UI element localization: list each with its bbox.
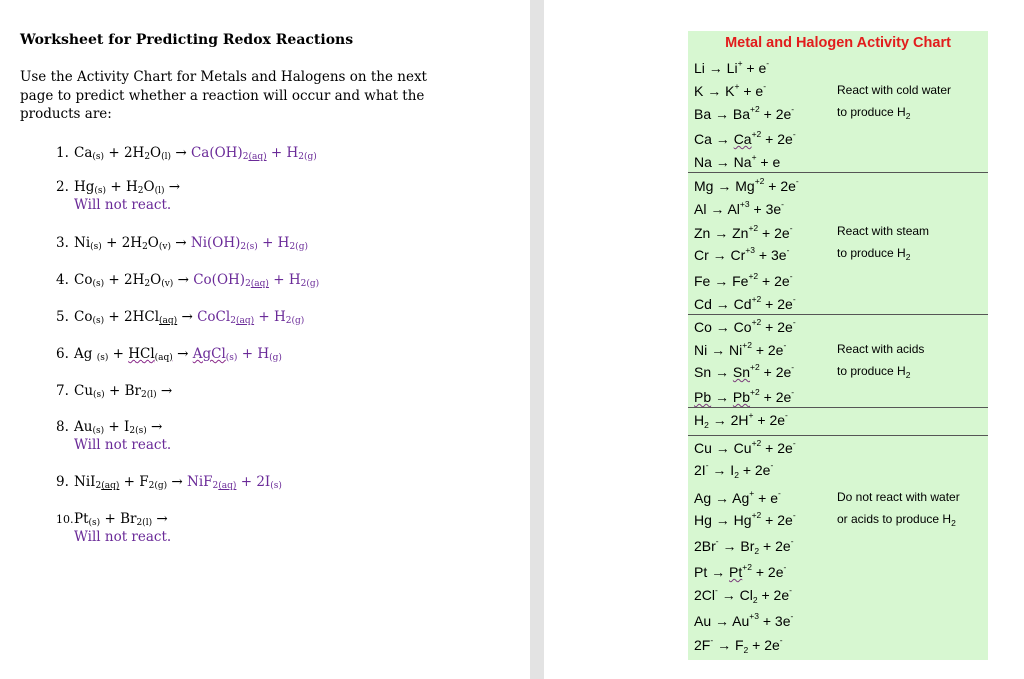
instruction-line-2: page to predict whether a reaction will occur and what the [20, 88, 425, 104]
question-6: 6. Ag $_{(s)}$ + HCl$_{(aq)}$ → AgCl$_{(s)}$ + $H_{(g)}$ [56, 346, 282, 363]
question-2: 2. $Hg_{(s)} + H_2O_{(l)}$ → Will not react. [56, 179, 181, 213]
instruction-line-1: Use the Activity Chart for Metals and Halogens on the next [20, 69, 427, 85]
page-gutter [530, 0, 544, 679]
side-note-cold-water: React with cold water [837, 83, 952, 97]
chart-row-k: K → K+ + e- [694, 81, 767, 99]
side-note-acids: React with acids [837, 342, 925, 356]
chart-row-fe: $Fe \to Fe^{+2} + 2e^-$ [694, 271, 793, 289]
chart-row-zn: $Zn \to Zn^{+2} + 2e^-$ [694, 223, 793, 241]
answer-note: Will not react. [74, 437, 172, 453]
chart-row-cu: $Cu \to Cu^{+2} + 2e^-$ [694, 438, 796, 456]
chart-row-pb: $Pb \to Pb^{+2} + 2e^-$ [694, 387, 795, 405]
activity-chart [688, 31, 988, 660]
side-note-steam-2: to produce $H_2$ [837, 246, 911, 262]
answer-note: Will not react. [74, 529, 172, 545]
chart-row-na: Na → Na+ + e [694, 152, 781, 170]
chart-row-al: $Al \to Al^{+3} + 3e^-$ [694, 199, 784, 217]
question-7: 7. $Cu_{(s)} + Br_{2(l)}$ → [56, 383, 173, 400]
chart-row-i: $2I^- \to I_2 + 2e^-$ [694, 460, 774, 480]
group-divider [688, 407, 988, 408]
chart-row-cr: $Cr \to Cr^{+3} + 3e^-$ [694, 245, 790, 263]
chart-row-ba: $Ba \to Ba^{+2} + 2e^-$ [694, 104, 795, 122]
chart-row-co: $Co \to Co^{+2} + 2e^-$ [694, 317, 796, 335]
chart-row-sn: $Sn \to Sn^{+2} + 2e^-$ [694, 362, 795, 380]
chart-row-li: Li → Li+ + e- [694, 58, 770, 76]
question-4: 4. $Co_{(s)} + 2H_2O_{(v)} \to Co(OH)_{2(aq)} + H_{2(g)}$ [56, 272, 320, 289]
side-note-acids-2: to produce $H_2$ [837, 364, 911, 380]
chart-row-hg: $Hg \to Hg^{+2} + 2e^-$ [694, 510, 796, 528]
question-8: 8. $Au_{(s)} + I_{2(s)}$ → Will not react. [56, 419, 172, 453]
question-1: 1. $Ca_{(s)} + 2H_2O_{(l)} \to Ca(OH)_{2(aq)} + H_{2(g)}$ [56, 145, 317, 162]
group-divider [688, 314, 988, 315]
chart-row-pt: $Pt \to Pt^{+2} + 2e^-$ [694, 562, 787, 580]
question-9: 9. $NiI_{2(aq)} + F_{2(g)} \to NiF_{2(aq)} + 2I_{(s)}$ [56, 474, 282, 491]
chart-row-h2: $H_2 \to 2H^+ + 2e^-$ [694, 410, 788, 430]
chart-title: Metal and Halogen Activity Chart [725, 35, 951, 51]
chart-row-f: $2F^- \to F_2 + 2e^-$ [694, 635, 783, 655]
answer-note: Will not react. [74, 197, 172, 213]
chart-row-ni: $Ni \to Ni^{+2} + 2e^-$ [694, 340, 787, 358]
chart-row-ca: $Ca \to Ca^{+2} + 2e^-$ [694, 129, 796, 147]
side-note-steam: React with steam [837, 224, 930, 238]
chart-row-mg: $Mg \to Mg^{+2} + 2e^-$ [694, 176, 799, 194]
chart-row-cd: $Cd \to Cd^{+2} + 2e^-$ [694, 294, 796, 312]
group-divider [688, 172, 988, 173]
instruction-line-3: products are: [20, 106, 112, 122]
chart-row-ag: Ag → Ag+ + e- [694, 488, 781, 506]
side-note-cold-water-2: to produce $H_2$ [837, 105, 911, 121]
chart-row-br: $2Br^- \to Br_2 + 2e^-$ [694, 536, 794, 556]
side-note-no-reaction: Do not react with water [837, 490, 960, 504]
question-10: $10.Pt_{(s)} + Br_{2(l)}$ → Will not react. [56, 511, 172, 545]
question-5: 5. $Co_{(s)} + 2HCl_{(aq)}$ → CoCl$_{2(aq)}$ + $H_{2(g)}$ [56, 309, 305, 326]
chart-row-au: $Au \to Au^{+3} + 3e^-$ [694, 611, 794, 629]
worksheet-title: Worksheet for Predicting Redox Reactions [20, 32, 354, 48]
side-note-no-reaction-2: or acids to produce $H_2$ [837, 512, 956, 528]
chart-row-cl: $2Cl^- \to Cl_2 + 2e^-$ [694, 585, 792, 605]
group-divider [688, 435, 988, 436]
question-3: 3. $Ni_{(s)} + 2H_2O_{(v)} \to Ni(OH)_{2(s)} + H_{2(g)}$ [56, 235, 308, 252]
